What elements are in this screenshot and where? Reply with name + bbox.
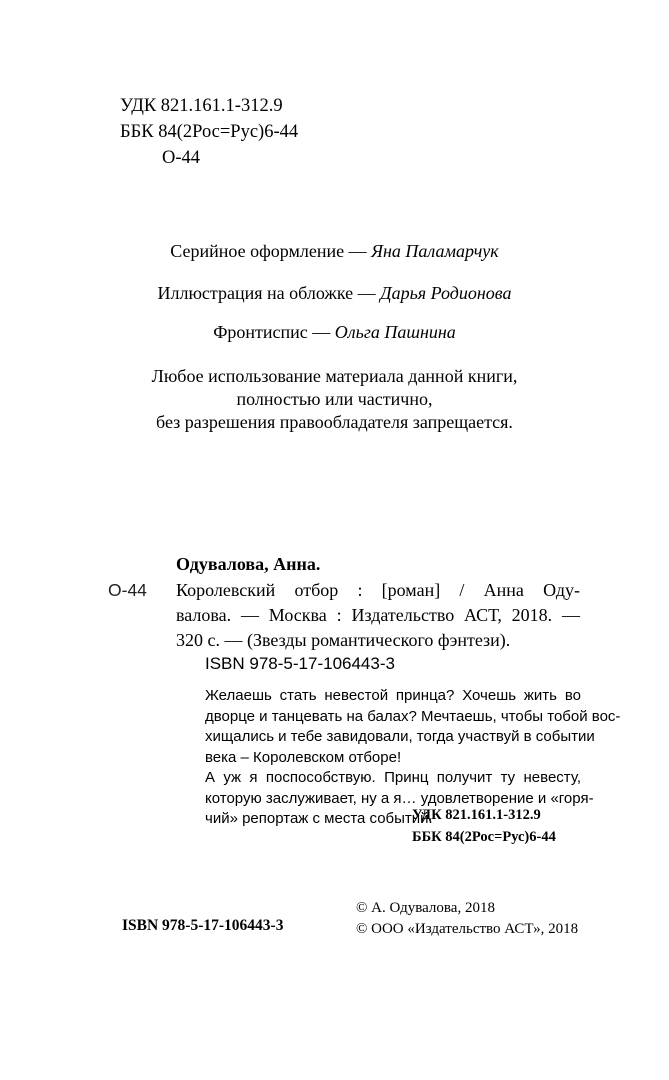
credit-role: Фронтиспис — (213, 322, 335, 342)
classification-codes-catalog (412, 804, 556, 848)
footer-isbn: ISBN 978-5-17-106443-3 (122, 917, 284, 934)
catalog-author: Одувалова, Анна. (176, 554, 321, 574)
copyright-author: © А. Одувалова, 2018 (356, 900, 495, 916)
author-mark: О-44 (162, 148, 201, 168)
biblio-line: валова. — Москва : Издательство АСТ, 2018. — (176, 605, 580, 625)
annotation-line: чий» репортаж с места событий. (205, 810, 433, 827)
credit-name: Ольга Пашнина (334, 322, 456, 342)
annotation-line: которую заслуживает, ну а я… удовлетворение и «горя- (205, 789, 594, 807)
notice-line: Любое использование материала данной книги, (151, 366, 518, 386)
rights-notice (0, 365, 669, 434)
udk-code: УДК 821.161.1-312.9 (412, 807, 541, 823)
credit-role: Серийное оформление — (170, 241, 372, 261)
credit-series-design (0, 241, 669, 262)
biblio-line: Королевский отбор : [роман] / Анна Оду- (176, 580, 580, 600)
credit-frontispiece (0, 322, 669, 343)
catalog-isbn: ISBN 978-5-17-106443-3 (205, 654, 395, 673)
annotation-line: А уж я поспособствую. Принц получит ту невесту, (205, 769, 581, 786)
catalog-side-mark: О-44 (108, 580, 147, 600)
annotation-line: века – Королевском отборе! (205, 748, 402, 766)
annotation-line: дворце и танцевать на балах? Мечтаешь, чтобы тобой вос- (205, 707, 621, 725)
classification-codes-top (120, 93, 298, 171)
copyright-block (356, 898, 578, 940)
notice-line: полностью или частично, (236, 389, 433, 409)
annotation-line: Желаешь стать невестой принца? Хочешь жить во (205, 687, 581, 704)
bbk-code: ББК 84(2Рос=Рус)6-44 (120, 122, 299, 142)
bibliographic-description (176, 578, 580, 653)
credit-name: Дарья Родионова (380, 283, 512, 303)
udk-code: УДК 821.161.1-312.9 (120, 96, 283, 116)
bbk-code: ББК 84(2Рос=Рус)6-44 (412, 829, 556, 845)
annotation-line: хищались и тебе завидовали, тогда участвуй в событии (205, 728, 595, 745)
notice-line: без разрешения правообладателя запрещается. (156, 412, 513, 432)
credit-name: Яна Паламарчук (371, 241, 499, 261)
credit-cover-illustration (0, 283, 669, 304)
credit-role: Иллюстрация на обложке — (157, 283, 381, 303)
copyright-publisher: © ООО «Издательство АСТ», 2018 (356, 921, 579, 937)
biblio-line: 320 с. — (Звезды романтического фэнтези). (176, 630, 511, 650)
